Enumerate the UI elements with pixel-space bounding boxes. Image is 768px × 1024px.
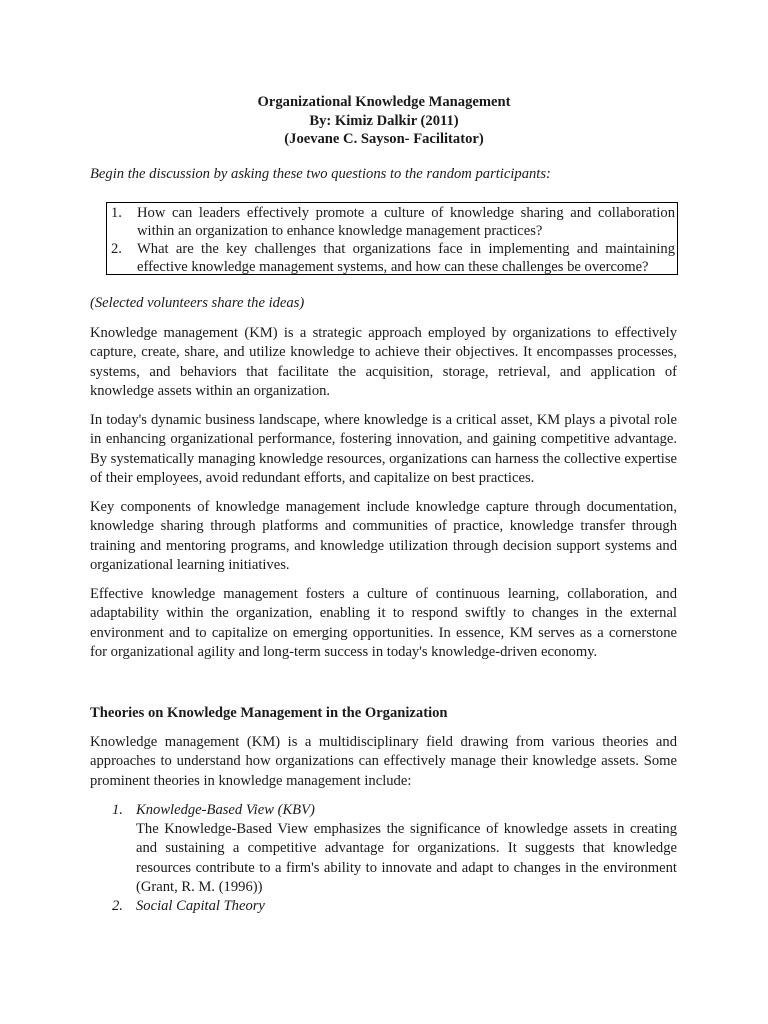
document-title: Organizational Knowledge Management (257, 94, 511, 110)
theory-title: Knowledge-Based View (KBV) (136, 802, 315, 818)
question-item (111, 204, 675, 240)
paragraph-km-effective: Effective knowledge management fosters a culture of continuous learning, collaboration, and adaptability within the organization, enabling it to respond swiftly to changes in the external environment and to capitalize on emerging opportunities. In essence, KM serves as a cornerstone for organizational agility and long-term success in today's knowledge-driven economy. (90, 586, 677, 661)
paragraph-km-definition: Knowledge management (KM) is a strategic approach employed by organizations to effectively capture, create, share, and utilize knowledge to achieve their objectives. It encompasses processes, systems, and behaviors that facilitate the acquisition, storage, retrieval, and application of knowledge assets within an organization. (90, 325, 677, 400)
discussion-intro: Begin the discussion by asking these two questions to the random participants: (90, 166, 551, 182)
question-number: 2. (111, 241, 122, 257)
list-item-number: 2. (112, 898, 123, 915)
questions-box (106, 202, 678, 275)
list-item-number: 1. (112, 802, 123, 818)
list-item (112, 801, 677, 897)
theory-title: Social Capital Theory (136, 898, 265, 915)
paragraph-km-importance: In today's dynamic business landscape, where knowledge is a critical asset, KM plays a pivotal role in enhancing organizational performance, fostering innovation, and gaining competitive advantage. By systematically managing knowledge resources, organizations can harness the collective expertise of their employees, avoid redundant efforts, and capitalize on best practices. (90, 412, 677, 487)
volunteers-note: (Selected volunteers share the ideas) (90, 295, 305, 311)
question-text: How can leaders effectively promote a culture of knowledge sharing and collaboration within an organization to enhance knowledge management practices? (137, 205, 675, 239)
list-item (112, 897, 677, 916)
document-author: By: Kimiz Dalkir (2011) (309, 112, 459, 129)
question-item (111, 240, 675, 276)
document-header (0, 93, 768, 149)
document-facilitator: (Joevane C. Sayson- Facilitator) (284, 131, 484, 147)
section-heading: Theories on Knowledge Management in the Organization (90, 705, 448, 721)
question-number: 1. (111, 205, 122, 221)
section-intro: Knowledge management (KM) is a multidisciplinary field drawing from various theories and approaches to understand how organizations can effectively manage their knowledge assets. Some prominent theories in knowledge management include: (90, 734, 677, 789)
theory-description: The Knowledge-Based View emphasizes the significance of knowledge assets in creating and sustaining a competitive advantage for organizations. It suggests that knowledge resources contribute to a firm's ability to innovate and adapt to changes in the environment (Grant, R. M. (1996)) (136, 821, 677, 895)
theories-list (112, 801, 677, 916)
paragraph-km-components: Key components of knowledge management include knowledge capture through documentation, knowledge sharing through platforms and communities of practice, knowledge transfer through training and mentoring programs, and knowledge utilization through decision support systems and organizational learning initiatives. (90, 499, 677, 574)
question-text: What are the key challenges that organizations face in implementing and maintaining effective knowledge management systems, and how can these challenges be overcome? (137, 241, 675, 275)
